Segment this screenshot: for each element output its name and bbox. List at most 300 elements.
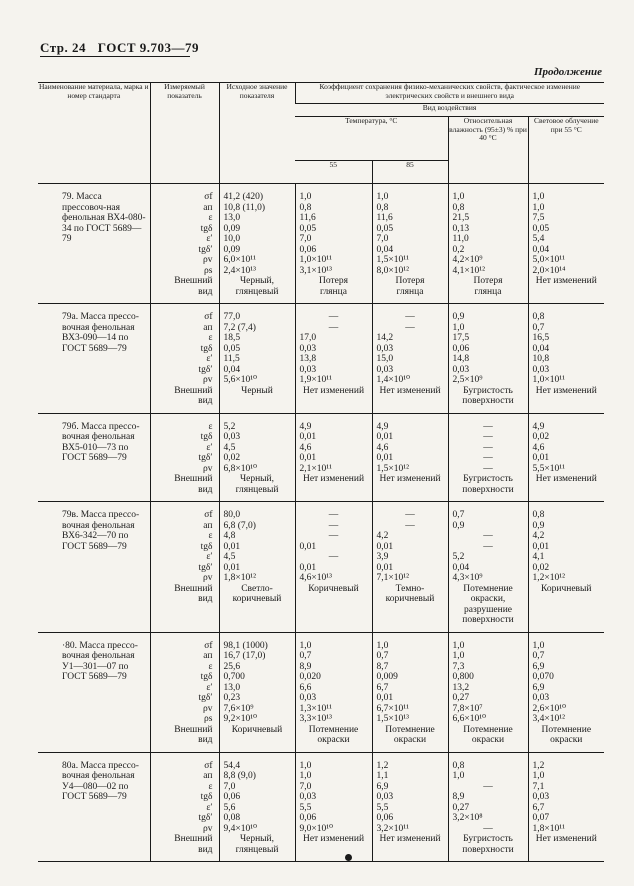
col-header-humidity: Относительная влажность (95±3) % при 40 °С [448,117,528,184]
cell-value: 3,3×10¹³ [299,714,332,724]
cell-value [296,485,372,496]
cell-value: Нет изменений [535,834,597,844]
cell-value: 3,1×10¹³ [299,265,332,276]
indicator-symbol: ρv [203,823,213,834]
cell-value: Нет изменений [379,834,441,844]
cell-value: 21,5 [452,213,470,223]
cell-value: 3,9 [376,552,389,562]
cell-value: 0,03 [376,364,394,375]
cell-value: Потемнение [463,583,513,594]
cell-value: 0,9 [452,520,465,531]
cell-t85 [372,632,448,752]
cell-value: 0,8 [299,202,312,213]
cell-value: 7,2 (7,4) [223,322,256,333]
cell-value: — [405,510,415,520]
cell-value: 0,01 [223,562,241,573]
cell-value: 98,1 (1000) [223,640,268,651]
cell-value: 5,4 [532,234,545,244]
indicator-symbol: Внешний [174,834,213,844]
cell-t55 [295,502,372,633]
cell-value [373,845,448,856]
cell-value: 0,03 [223,432,241,442]
cell-t55 [295,184,372,304]
cell-value: 1,2×10¹² [532,573,565,583]
cell-value: 4,2 [376,531,389,541]
cell-value: 0,04 [532,343,550,354]
cell-value: Потеря [395,276,425,286]
cell-value: Коричневый [308,583,359,594]
cell-indicators [150,304,219,414]
cell-value: 80,0 [223,510,241,520]
cell-value: 5,2 [223,421,236,432]
cell-value: окраски [317,735,350,745]
header-rule [40,56,190,57]
cell-value: — [328,322,339,333]
cell-hum [448,184,528,304]
cell-value: 0,8 [532,510,545,520]
cell-value: — [328,312,339,322]
cell-value: 2,4×10¹³ [223,265,256,276]
cell-value: — [483,781,493,792]
cell-value: Потеря [319,276,348,286]
cell-value: 10,0 [223,234,241,244]
indicator-symbol: вид [198,286,213,297]
cell-value: 0,03 [532,693,550,703]
cell-value: 11,6 [376,213,393,223]
cell-value: 1,5×10¹² [376,463,409,474]
cell-indicators [150,413,219,502]
cell-value: глянца [320,286,347,297]
indicator-symbol: ε′ [206,234,213,244]
cell-value: 0,01 [223,541,241,552]
cell-value: 1,5×10¹¹ [376,255,409,265]
cell-value: 0,09 [223,223,241,234]
indicator-symbol: ε [208,333,213,343]
cell-value: 41,2 (420) [223,192,264,202]
cell-value: 0,7 [299,651,312,661]
cell-value: — [405,322,415,333]
cell-value: 0,06 [452,343,470,354]
cell-value: 0,070 [532,672,554,682]
cell-value: 4,3×10⁹ [452,573,483,583]
table-row [38,502,604,633]
cell-value: — [483,823,493,834]
cell-value: 6,7×10¹¹ [376,703,409,714]
cell-value: 1,0 [452,651,465,661]
cell-value: 0,7 [452,510,465,520]
cell-value [220,396,295,407]
indicator-symbol: вид [198,735,213,745]
indicator-symbol: Внешний [174,724,213,735]
cell-value: окраски [393,735,427,745]
cell-value: коричневый [385,594,435,604]
cell-value: 0,01 [532,453,550,463]
indicator-symbol: tgδ [200,792,213,802]
cell-value: Коричневый [231,724,283,735]
cell-value: глянцевый [235,286,279,297]
cell-value: 6,9 [376,781,389,792]
indicator-symbol: tgδ [200,672,213,682]
cell-value: 0,05 [532,223,550,234]
cell-light [528,502,604,633]
cell-value: 0,06 [376,813,394,823]
cell-value: 5,5 [299,802,312,813]
cell-value: 0,7 [532,322,545,333]
cell-value: 0,04 [223,364,241,375]
cell-value: 17,0 [299,333,317,343]
cell-value: 1,0 [299,760,312,771]
material-name: 80а. Масса прессо-вочная фенольная У4—080—02 по ГОСТ 5689—79 [62,760,139,802]
table-row [38,413,604,502]
cell-value: 0,9 [532,520,545,531]
cell-value [373,396,448,407]
cell-value: 9,4×10¹⁰ [223,823,257,834]
cell-value: 0,13 [452,223,470,234]
cell-value: 0,04 [376,244,394,255]
indicator-symbol: Внешний [174,276,213,286]
cell-value: Потемнение [463,724,513,735]
cell-light [528,632,604,752]
indicator-symbol: σf [204,640,213,651]
page-number: Стр. 24 [40,40,86,55]
cell-value: коричневый [232,594,282,604]
cell-value: 0,05 [376,223,394,234]
cell-value: 0,01 [376,693,394,703]
cell-value: 1,0 [532,771,545,781]
cell-value: 1,2 [532,760,545,771]
cell-t55 [295,752,372,862]
cell-value: 0,06 [299,813,317,823]
cell-value: 2,0×10¹⁴ [532,265,566,276]
cell-value: 0,03 [376,792,394,802]
indicator-symbol: σf [204,510,213,520]
cell-value [373,485,448,496]
indicator-symbol: tgδ′ [198,244,213,255]
indicator-symbol: ε [208,531,213,541]
cell-value: 0,08 [223,813,241,823]
table-row [38,304,604,414]
cell-value: 7,1×10¹² [376,573,409,583]
cell-t85 [372,752,448,862]
cell-value: 7,0 [299,781,312,792]
cell-value: 0,04 [532,244,550,255]
cell-value: 0,7 [532,651,545,661]
cell-value: 14,2 [376,333,394,343]
cell-value: 1,0 [452,192,465,202]
cell-value: 11,6 [299,213,316,223]
cell-hum [448,304,528,414]
cell-value [529,287,605,298]
cell-value: поверхности [462,484,514,495]
cell-value: 0,23 [223,693,241,703]
cell-initial [219,184,295,304]
cell-value: 3,2×10⁸ [452,813,483,823]
cell-initial [219,632,295,752]
cell-value: 0,07 [532,813,550,823]
cell-t85 [372,413,448,502]
cell-value: 0,02 [532,562,550,573]
col-header-name: Наименование материала, марка и номер стандарта [38,83,150,184]
cell-value: — [483,453,493,463]
material-name: 79а. Масса прессо-вочная фенольная ВХ3-090—14 по ГОСТ 5689—79 [62,312,139,354]
cell-value [220,735,295,746]
col-header-temperature: Температура, °С [295,117,448,161]
cell-value [296,845,372,856]
cell-value: 8,0×10¹² [376,265,409,276]
cell-value: 1,0 [532,202,545,213]
cell-value: 6,6 [299,682,312,693]
indicator-symbol: ε′ [206,682,213,693]
col-header-impact: Вид воздействия [295,104,604,117]
cell-value: 0,8 [452,760,465,771]
cell-value: 0,009 [376,672,398,682]
indicator-symbol: tgδ′ [198,693,213,703]
cell-indicators [150,502,219,633]
cell-light [528,752,604,862]
cell-value: Нет изменений [302,385,365,396]
cell-value: 11,0 [452,234,469,244]
col-header-t55: 55 [295,161,372,184]
cell-value: — [483,463,493,474]
cell-value: 0,01 [376,432,394,442]
indicator-symbol: вид [198,396,213,406]
cell-value: 13,8 [299,354,317,364]
page-footer-dot [345,854,352,861]
cell-light [528,184,604,304]
cell-value: 1,2 [376,760,389,771]
cell-value: 16,7 (17,0) [223,651,266,661]
cell-value: 4,2 [532,531,545,541]
cell-value: 1,8×10¹² [223,573,256,583]
cell-value: 0,05 [223,343,241,354]
cell-value: 13,0 [223,682,241,693]
cell-value: 1,0 [299,640,312,651]
cell-value: 0,03 [299,693,317,703]
cell-value: 0,03 [299,343,317,354]
cell-value: 8,8 (9,0) [223,771,256,781]
cell-value: 0,04 [452,562,470,573]
indicator-symbol: вид [198,594,213,604]
cell-value: 0,06 [223,792,241,802]
cell-value: 1,1 [376,771,389,781]
cell-value: 6,6×10¹⁰ [452,714,486,724]
cell-value: 1,0 [299,192,312,202]
cell-value: — [328,531,339,541]
cell-value [296,594,372,605]
cell-value: 16,5 [532,333,550,343]
cell-value: 0,02 [223,453,241,463]
cell-value: 4,5 [223,442,236,453]
cell-value: 0,02 [532,432,550,442]
indicator-symbol: ε [208,421,213,432]
cell-value: Коричневый [541,583,592,594]
continuation-label: Продолжение [533,66,602,78]
cell-value: 8,9 [299,661,312,672]
cell-value: 1,0 [452,771,465,781]
cell-value: — [483,432,493,442]
cell-t85 [372,304,448,414]
cell-value: 5,6 [223,802,236,813]
cell-value: окраски [550,735,583,745]
cell-value: — [328,520,339,531]
cell-value: 6,9 [532,682,545,693]
cell-hum [448,752,528,862]
cell-value: 0,01 [299,562,317,573]
cell-value: 5,5×10¹¹ [532,463,565,474]
cell-value: — [483,442,493,453]
cell-value: 1,4×10¹⁰ [376,375,410,385]
cell-value: 18,5 [223,333,241,343]
cell-value: 0,2 [452,244,465,255]
material-name: ·80. Масса прессо-вочная фенольная У1—301—07 по ГОСТ 5689—79 [62,640,138,682]
cell-value: 0,7 [376,651,389,661]
cell-value: глянца [396,286,424,297]
cell-value: 0,27 [452,693,470,703]
cell-value: 0,8 [532,312,545,322]
material-name: 79. Масса прессовоч-ная фенольная ВХ4-080-34 по ГОСТ 5689—79 [62,192,146,244]
cell-value: 1,0×10¹¹ [299,255,332,265]
indicator-symbol: ρv [203,375,213,385]
cell-indicators [150,184,219,304]
col-header-t85: 85 [372,161,448,184]
indicator-symbol: ε′ [206,552,213,562]
cell-value: 4,2×10⁹ [452,255,483,265]
cell-value: 0,03 [452,364,470,375]
indicator-symbol: вид [198,844,213,855]
indicator-symbol: tgδ′ [198,453,213,463]
indicator-symbol: aп [203,651,213,661]
cell-indicators [150,632,219,752]
table-row [38,632,604,752]
cell-value: 0,03 [376,343,394,354]
indicator-symbol: ρv [203,463,213,474]
cell-value: глянцевый [235,844,279,855]
cell-hum [448,413,528,502]
cell-value: 13,2 [452,682,470,693]
cell-value: 0,020 [299,672,321,682]
indicator-symbol: aп [203,322,213,333]
cell-value: 9,0×10¹⁰ [299,823,333,834]
cell-value: 3,2×10¹¹ [376,823,409,834]
standard-number: ГОСТ 9.703—79 [97,40,200,55]
cell-value: — [483,531,493,541]
cell-value: 1,3×10¹¹ [299,703,332,714]
indicator-symbol: ε′ [206,354,213,364]
cell-value: Нет изменений [379,474,441,484]
cell-t55 [295,632,372,752]
indicator-symbol: tgδ′ [198,364,213,375]
cell-value: 10,8 [532,354,550,364]
cell-t55 [295,304,372,414]
cell-value: 1,9×10¹¹ [299,375,332,385]
indicator-symbol: ε [208,661,213,672]
cell-value: 17,5 [452,333,470,343]
cell-value: 8,7 [376,661,389,672]
cell-value: Нет изменений [379,385,441,396]
cell-value: — [405,520,415,531]
cell-value: 11,5 [223,354,240,364]
indicator-symbol: ε′ [206,802,213,813]
material-name: 79б. Масса прессо-вочная фенольная ВХ5-010—73 по ГОСТ 5689—79 [62,421,140,463]
cell-value: 7,0 [223,781,236,792]
cell-value: 2,1×10¹¹ [299,463,332,474]
cell-value: — [483,421,493,432]
indicator-symbol: ε [208,213,213,223]
cell-value: 0,8 [452,202,465,213]
cell-value [529,396,605,407]
indicator-symbol: aп [203,202,213,213]
cell-value: 6,8 (7,0) [223,520,256,531]
indicator-symbol: ρs [204,265,213,276]
cell-value: глянцевый [235,484,279,495]
cell-value [296,396,372,407]
page-header [40,40,199,56]
cell-value: 0,800 [452,672,474,682]
cell-value: 0,01 [299,541,317,552]
cell-value: 4,6 [299,442,312,453]
cell-value: 10,8 (11,0) [223,202,266,213]
cell-value: 15,0 [376,354,394,364]
indicator-symbol: aп [203,520,213,531]
cell-value: 0,01 [376,453,394,463]
cell-value: 7,0 [299,234,312,244]
cell-value: 54,4 [223,760,241,771]
table-row [38,184,604,304]
cell-value: 4,9 [299,421,312,432]
properties-table [38,83,604,862]
cell-value: Темно- [395,583,425,594]
cell-value: 0,700 [223,672,245,682]
cell-value: окраски [471,735,505,745]
cell-value: — [483,541,493,552]
cell-value: 7,1 [532,781,545,792]
cell-value: 9,2×10¹⁰ [223,714,257,724]
cell-value [529,594,605,605]
cell-value: 1,0 [452,322,465,333]
cell-value: Нет изменений [535,276,597,286]
cell-value: Бугристость [463,474,513,484]
cell-light [528,413,604,502]
indicator-symbol: tgδ′ [198,813,213,823]
cell-value: 0,03 [299,364,317,375]
cell-value: Светло- [241,583,273,594]
cell-value: Потемнение [541,724,592,735]
indicator-symbol: tgδ [200,343,213,354]
indicator-symbol: ρs [204,714,213,724]
cell-value: — [328,552,339,562]
indicator-symbol: Внешний [174,385,213,396]
cell-value: 7,6×10⁹ [223,703,254,714]
cell-value: 4,9 [532,421,545,432]
material-name: 79в. Масса прессо-вочная фенольная ВХ6-342—70 по ГОСТ 5689—79 [62,510,140,552]
indicator-symbol: tgδ [200,223,213,234]
cell-value: 77,0 [223,312,241,322]
cell-value: 8,9 [452,792,465,802]
cell-value: — [405,312,415,322]
indicator-symbol: Внешний [174,474,213,484]
cell-value: поверхности [462,396,514,406]
cell-value: 5,5 [376,802,389,813]
cell-value: 0,01 [532,541,550,552]
cell-value: 1,0 [376,640,389,651]
cell-value [529,485,605,496]
cell-value: 0,01 [376,541,394,552]
indicator-symbol: aп [203,771,213,781]
cell-value: 25,6 [223,661,241,672]
cell-value: 0,03 [532,792,550,802]
col-header-initial: Исходное значение показателя [219,83,295,184]
cell-value: Потемнение [308,724,359,735]
